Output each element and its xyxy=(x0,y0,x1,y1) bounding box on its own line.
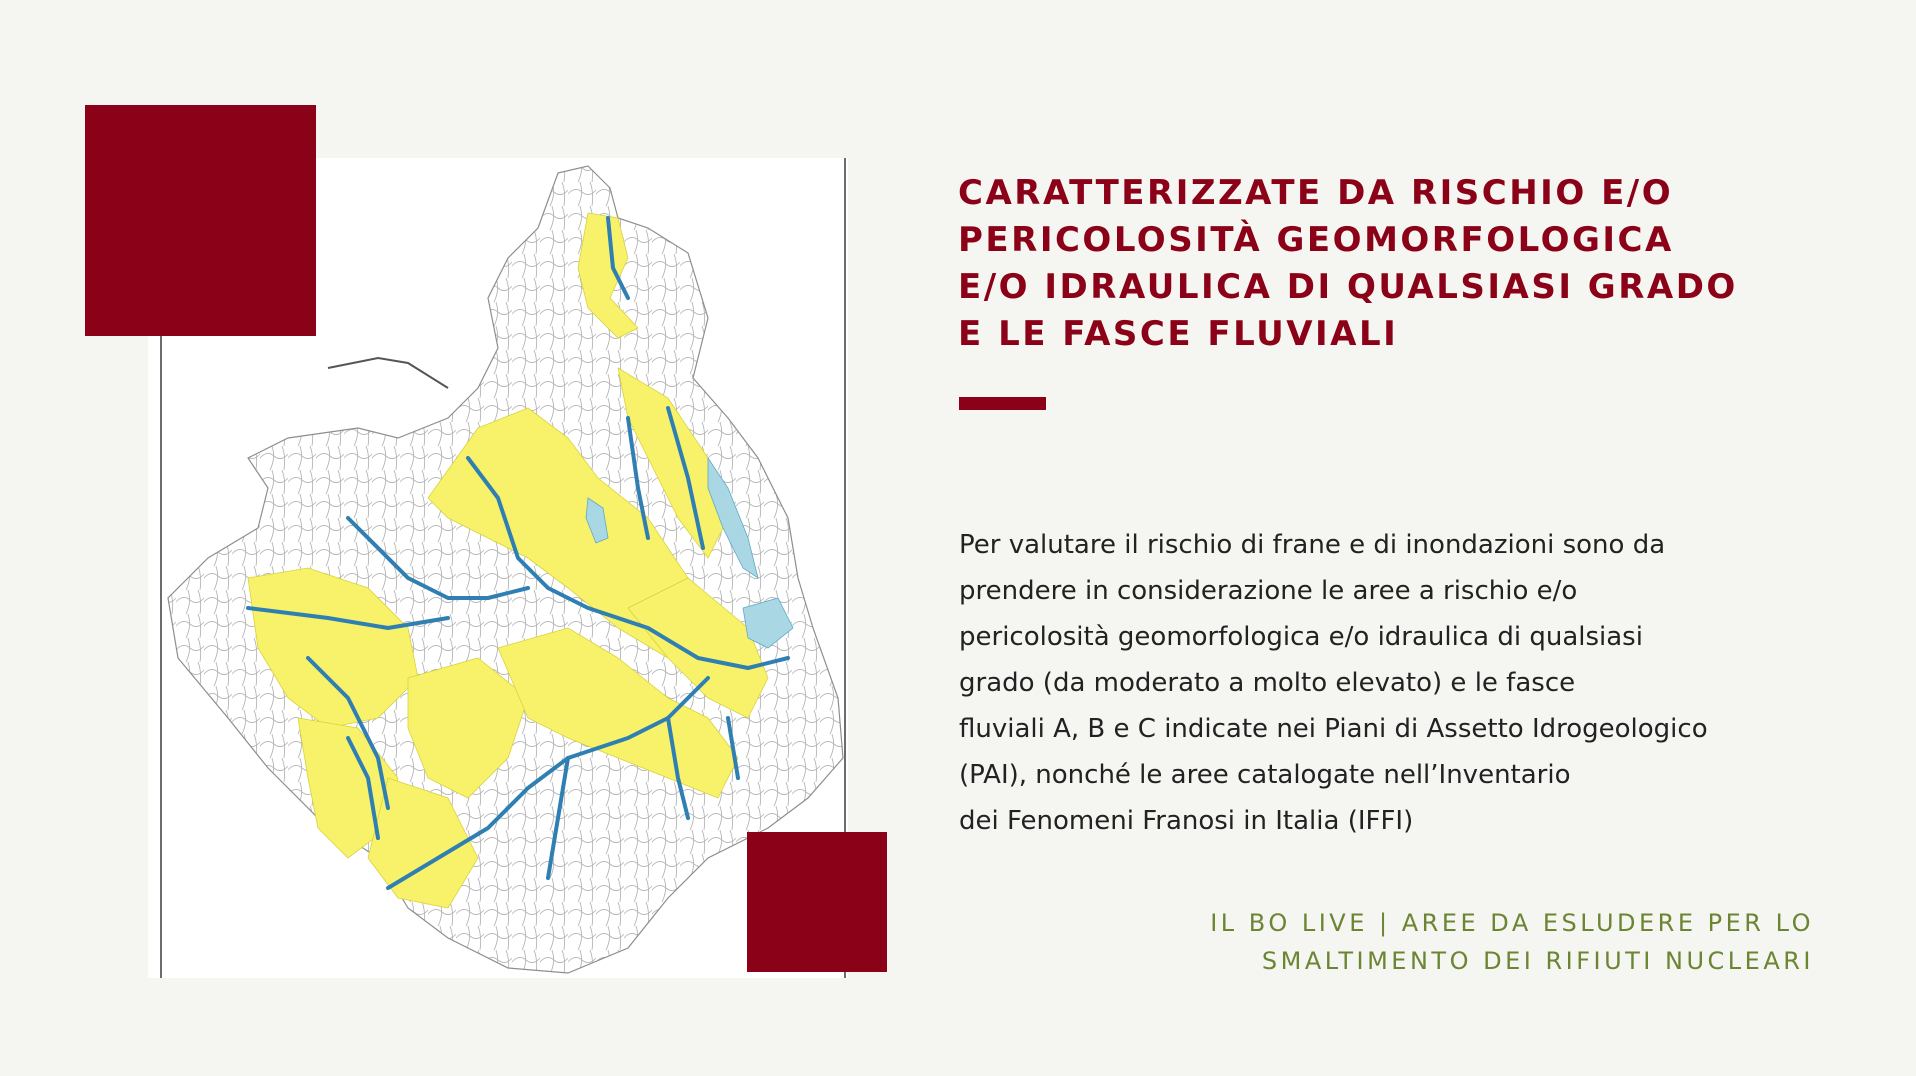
body-line: grado (da moderato a molto elevato) e le fasce xyxy=(959,668,1576,698)
caption-line: IL BO LIVE | AREE DA ESLUDERE PER LO xyxy=(1210,909,1814,937)
body-line: Per valutare il rischio di frane e di inondazioni sono da xyxy=(959,530,1666,560)
body-line: fluviali A, B e C indicate nei Piani di Assetto Idrogeologico xyxy=(959,714,1708,744)
slide-heading xyxy=(958,170,1778,358)
region-boundary-line xyxy=(328,358,448,388)
body-line: prendere in considerazione le aree a rischio e/o xyxy=(959,576,1578,606)
heading-line: E LE FASCE FLUVIALI xyxy=(958,314,1399,354)
heading-line: PERICOLOSITÀ GEOMORFOLOGICA xyxy=(958,220,1674,260)
body-line: pericolosità geomorfologica e/o idraulica di qualsiasi xyxy=(959,622,1643,652)
decorative-square-top xyxy=(85,105,316,336)
accent-divider xyxy=(959,397,1046,410)
body-line: dei Fenomeni Franosi in Italia (IFFI) xyxy=(959,806,1414,836)
body-line: (PAI), nonché le aree catalogate nell’Inventario xyxy=(959,760,1571,790)
heading-line: E/O IDRAULICA DI QUALSIASI GRADO xyxy=(958,267,1738,307)
source-caption xyxy=(1094,904,1814,980)
decorative-square-bottom xyxy=(747,832,887,972)
heading-line: CARATTERIZZATE DA RISCHIO E/O xyxy=(958,173,1674,213)
body-paragraph xyxy=(959,522,1799,844)
caption-line: SMALTIMENTO DEI RIFIUTI NUCLEARI xyxy=(1261,947,1814,975)
